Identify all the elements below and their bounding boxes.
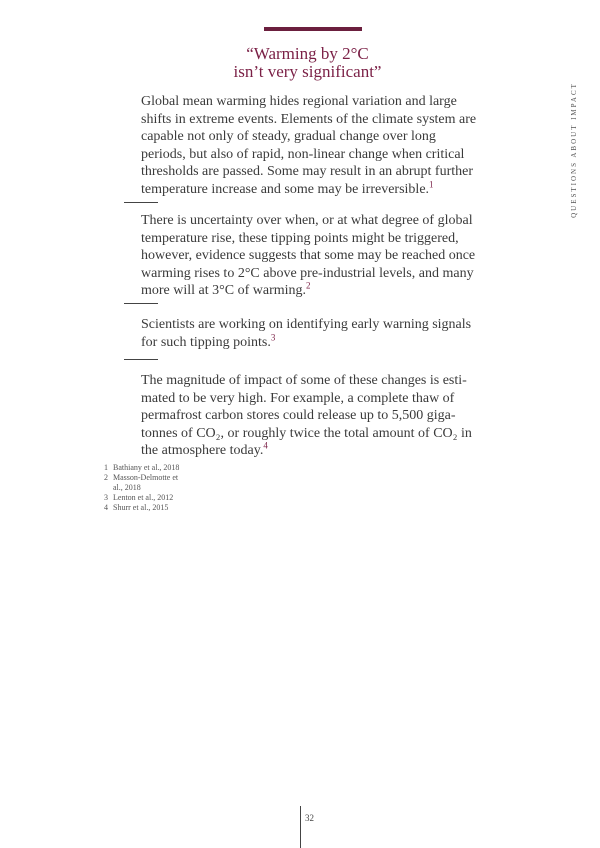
footnote-text: Lenton et al., 2012 <box>113 493 174 502</box>
footnote-item <box>104 473 184 493</box>
paragraph-3-text: Scientists are working on identifying early warning signals for such tipping points. <box>141 317 472 350</box>
page-number: 32 <box>305 813 314 823</box>
footnote-ref-1: 1 <box>429 178 434 189</box>
divider-3 <box>124 359 158 360</box>
footnote-number: 3 <box>104 493 108 502</box>
page-title-line-2: isn’t very significant” <box>233 62 382 81</box>
footnote-ref-3: 3 <box>270 331 276 342</box>
footnote-ref-2: 2 <box>306 280 311 291</box>
paragraph-1 <box>141 93 477 198</box>
footnote-item <box>104 463 184 473</box>
footnote-ref-4: 4 <box>263 440 268 451</box>
footnote-item <box>104 503 184 513</box>
footnote-number: 4 <box>104 503 108 512</box>
footnotes-list <box>104 463 184 513</box>
footnote-number: 1 <box>104 463 108 472</box>
page-number-rule <box>300 806 301 848</box>
footnote-text: Masson-Delmotte et al., 2018 <box>113 473 179 492</box>
footnote-number: 2 <box>104 473 108 482</box>
paragraph-3 <box>141 316 477 351</box>
section-side-label: QUESTIONS ABOUT IMPACT <box>570 82 578 218</box>
footnote-item <box>104 493 184 503</box>
footnote-text: Shurr et al., 2015 <box>113 503 169 512</box>
divider-1 <box>124 202 158 203</box>
title-accent-bar <box>264 27 362 31</box>
divider-2 <box>124 303 158 304</box>
paragraph-2-text: There is uncertainty over when, or at what degree of global temperature rise, these tipping points might be triggered, however, evidence suggests that some may be reached once warming rises to 2°C above pre-industrial levels, and many more will at 3°C of warming. <box>141 213 476 298</box>
page-title <box>140 45 475 81</box>
footnote-text: Bathiany et al., 2018 <box>113 463 180 472</box>
page-title-line-1: “Warming by 2°C <box>246 44 369 63</box>
paragraph-4 <box>141 372 477 460</box>
paragraph-4-text: The magnitude of impact of some of these changes is estimated to be very high. For example, a complete thaw of permafrost carbon stores could release up to 5,500 gigatonnes of CO₂, or roughly twice the total amount of CO₂ in the atmosphere today. <box>141 373 472 458</box>
paragraph-2 <box>141 212 477 300</box>
paragraph-1-text: Global mean warming hides regional variation and large shifts in extreme events. Elements of the climate system are capable not only of steady, gradual change over long periods, but also of rapid, non-linear change when critical thresholds are passed. Some may result in an abrupt further temperature increase and some may be irreversible. <box>141 94 477 197</box>
